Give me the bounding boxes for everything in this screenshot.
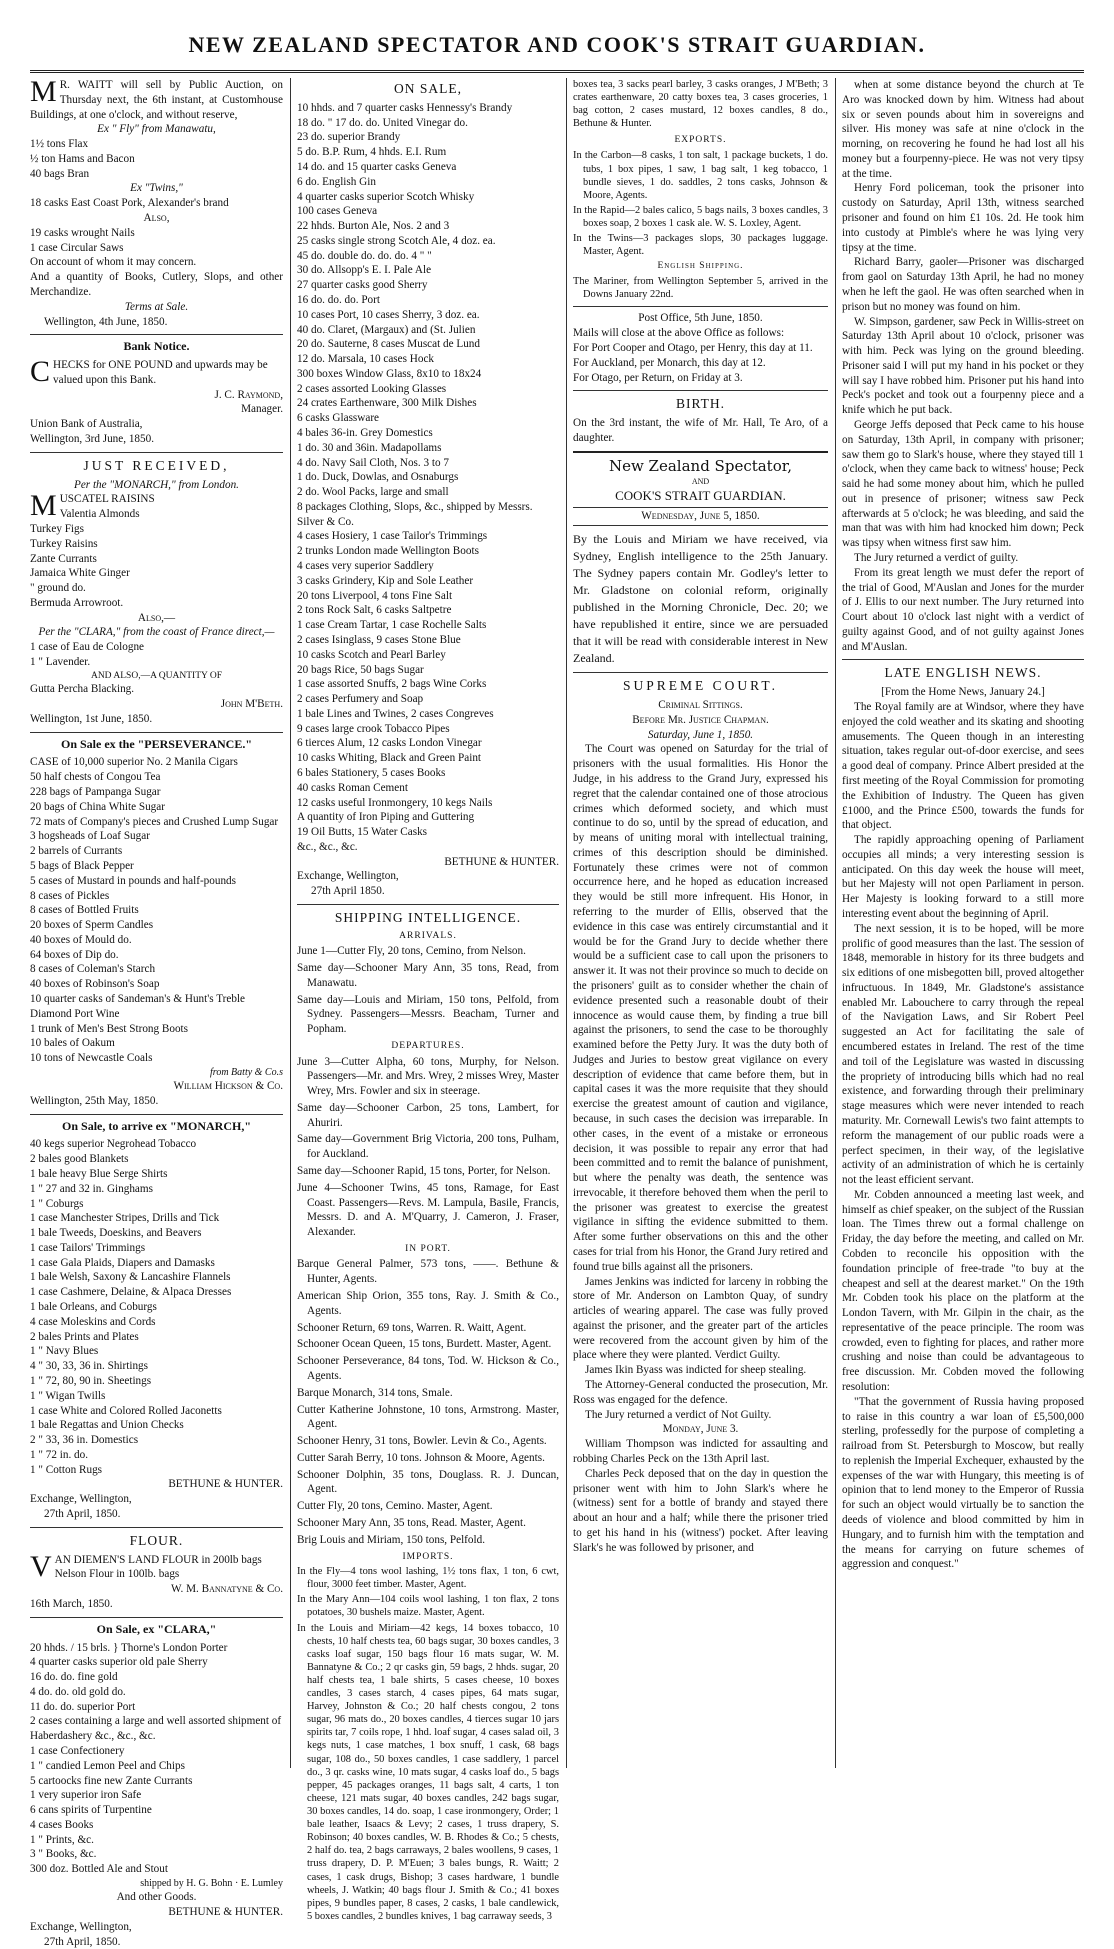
list-item: 18 do. " 17 do. do. United Vinegar do. [297,116,468,129]
list-item: 1 case Cashmere, Delaine, & Alpaca Dresses [30,1286,232,1299]
received-sub: Per the "MONARCH," from London. [74,478,239,491]
list-item: 2 tons Rock Salt, 6 casks Saltpetre [297,604,452,617]
list-item: 19 casks wrought Nails [30,226,135,239]
list-item: 1 case Tailors' Trimmings [30,1241,146,1254]
list-item: 1 very superior iron Safe [30,1789,142,1802]
list-item: 100 cases Geneva [297,205,378,218]
list-item: 4 cases Books [30,1818,94,1831]
bank-signer: J. C. Raymond, [214,388,283,401]
received-items [30,492,283,610]
list-item: Brig Louis and Miriam, 150 tons, Pelfold. [297,1533,486,1546]
twins-items [30,196,283,211]
monarch-signer: BETHUNE & HUNTER. [168,1478,283,1491]
list-item: 1 " Navy Blues [30,1345,99,1358]
paragraph: The Jury returned a verdict of Not Guilty. [585,1408,772,1421]
list-item: 10 bales of Oakum [30,1037,115,1050]
list-item: 16 do. do. do. Port [297,293,380,306]
received-clara: Per the "CLARA," from the coast of France direct,— [38,626,275,639]
list-item: 5 cases of Mustard in pounds and half-pounds [30,874,237,887]
list-item: Same day—Government Brig Victoria, 200 tons, Pulham, for Auckland. [297,1133,559,1161]
list-item: 8 packages Clothing, Slops, &c., shipped by Messrs. Silver & Co. [297,500,533,528]
list-item: 9 cases large crook Tobacco Pipes [297,722,450,735]
birth-heading: BIRTH. [675,396,726,412]
list-item: 6 casks Glassware [297,412,380,425]
exports-label: EXPORTS. [674,135,727,146]
list-item: 1 case Gala Plaids, Diapers and Damasks [30,1256,215,1269]
received-also: Also,— [137,611,176,624]
flour-text2: Nelson Flour in 100lb. bags [54,1568,180,1581]
list-item: 14 do. and 15 quarter casks Geneva [297,160,457,173]
flour-signer: W. M. Bannatyne & Co. [170,1583,283,1596]
list-item: 20 tons Liverpool, 4 tons Fine Salt [297,589,453,602]
list-item: Barque General Palmer, 573 tons, ——. Bethune & Hunter, Agents. [297,1258,559,1286]
court-cont-paras [842,78,1084,654]
list-item: In the Fly—4 tons wool lashing, 1½ tons flax, 1 ton, 6 cwt, flour, 3000 feet timber. Master, Agent. [297,1566,559,1591]
court-paras [573,742,828,1422]
post-office-notice [573,311,828,385]
list-item: 1 bale heavy Blue Serge Shirts [30,1168,168,1181]
terms-line: Terms at Sale. [124,300,189,313]
list-item: 40 do. Claret, (Margaux) and (St. Julien [297,323,476,336]
list-item: Schooner Mary Ann, 35 tons, Read. Master, Agent. [297,1516,526,1529]
received-heading: JUST RECEIVED, [83,457,230,473]
list-item: Schooner Dolphin, 35 tons, Douglass. R. J. Duncan, Agent. [297,1468,559,1496]
list-item: " ground do. [30,582,86,595]
list-item: 1 case Cream Tartar, 1 case Rochelle Salts [297,619,487,632]
also-line: Also, [143,212,170,225]
exports-list [573,149,828,258]
list-item: 300 boxes Window Glass, 8x10 to 18x24 [297,367,482,380]
supreme-court-report [573,677,828,1555]
fly-items [30,137,283,181]
list-item: 2 barrels of Currants [30,845,123,858]
list-item: 5 bags of Black Pepper [30,859,134,872]
list-item: 4 cases very superior Saddlery [297,560,434,573]
imports-label: IMPORTS. [402,1551,454,1562]
list-item: 228 bags of Pampanga Sugar [30,786,161,799]
clara-sale-signer: BETHUNE & HUNTER. [168,1906,283,1918]
list-item: 1 bale Tweeds, Doeskins, and Beavers [30,1227,202,1240]
list-item: 1 " candied Lemon Peel and Chips [30,1759,185,1772]
flour-text: AN DIEMEN'S LAND FLOUR in 200lb bags [54,1553,262,1566]
list-item: Cutter Sarah Berry, 10 tons. Johnson & Moore, Agents. [297,1451,545,1464]
list-item: 1 " Prints, &c. [30,1833,94,1846]
bank-notice: Bank Notice. CHECKS for ONE POUND and upwards may be valued upon this Bank. J. C. Raymond, Manager. Union Bank of Australia, Wellington, 3rd June, 1850. [30,339,283,446]
shipping-intelligence [297,909,559,1923]
shipping-heading: SHIPPING INTELLIGENCE. [334,910,522,925]
arrivals-list [297,944,559,1037]
list-item: 40 bags Bran [30,167,90,180]
list-item: 5 do. B.P. Rum, 4 hhds. E.I. Rum [297,146,447,159]
court-monday: Monday, June 3. [662,1423,739,1436]
on-sale-items [297,101,559,855]
masthead-title: NEW ZEALAND SPECTATOR AND COOK'S STRAIT GUARDIAN. [188,32,926,57]
list-item: 2 cases Perfumery and Soap [297,693,424,706]
list-item: 4 bales 36-in. Grey Domestics [297,427,433,439]
column-2 [297,78,559,1922]
list-item: 2 cases Isinglass, 9 cases Stone Blue [297,633,461,646]
list-item: 4 case Moleskins and Cords [30,1315,156,1328]
paragraph: Henry Ford policeman, took the prisoner into custody on Saturday, April 13th, witness searched prisoner and found on him £1 10s. 2d. He took him into custody at Pimble's where he was lying very tipsy at the time. [842,182,1084,254]
inport-list [297,1257,559,1547]
court-sub2: Before Mr. Justice Chapman. [632,713,769,726]
porter-brls: 15 brls. [76,1641,111,1654]
list-item: 1 do. 30 and 36in. Madapollams [297,441,442,454]
clara-sale-date: 27th April, 1850. [44,1935,121,1948]
list-item: 10 hhds. and 7 quarter casks Hennessy's Brandy [297,101,513,114]
flour-ad: FLOUR. VAN DIEMEN'S LAND FLOUR in 200lb bags Nelson Flour in 100lb. bags W. M. Bannatyne & Co. 16th March, 1850. [30,1532,283,1610]
monarch-date: 27th April, 1850. [44,1507,121,1520]
paragraph: William Thompson was indicted for assaulting and robbing Charles Peck on the 13th April last. [573,1438,828,1465]
ex-fly-line: Ex " Fly" from Manawatu, [97,123,216,136]
list-item: 64 boxes of Dip do. [30,948,119,961]
paragraph: The Attorney-General conducted the prosecution, Mr. Ross was engaged for the defence. [573,1379,828,1406]
list-item: 10 casks Scotch and Pearl Barley [297,648,446,661]
list-item: Schooner Henry, 31 tons, Bowler. Levin & Co., Agents. [297,1435,547,1448]
list-item: 27 quarter casks good Sherry [297,279,428,292]
perseverance-heading: On Sale ex the "PERSEVERANCE." [60,736,252,751]
list-item: 40 kegs superior Negrohead Tobacco [30,1138,197,1151]
on-sale-signer: BETHUNE & HUNTER. [444,855,559,868]
monarch-items [30,1137,283,1477]
list-item: Mails will close at the above Office as follows: [573,327,785,340]
paragraph: W. Simpson, gardener, saw Peck in Willis-street on Saturday 13th April about 10 o'clock, prisoner was with him. Peck was lying on the ground bleeding. Prisoner said I will put my hand in his pocket or they will say I have robbed him. Prisoner put his hand into Peck's pocket and took out a fourpenny piece and a knife which he put back. [842,315,1084,417]
list-item: 1 " Coburgs [30,1197,84,1210]
list-item: 20 bags Rice, 50 bags Sugar [297,663,424,676]
birth-text: On the 3rd instant, the wife of Mr. Hall, Te Aro, of a daughter. [573,417,828,444]
masthead [30,18,1084,73]
list-item: 6 do. English Gin [297,175,376,188]
paragraph: The next session, it is to be hoped, will be more prolific of good measures than the last. The session of 1848, memorable in history for its three budgets and six editions of one misbegotten bill, proved altogether infructuous. In 1849, Mr. Gladstone's assistance enabled Mr. Labouchere to carry through the repeal of the Navigation Laws, and Sir Robert Peel suggested an Act for facilitating the sale of encumbered estates in Ireland. The rest of the time and toil of the Legislature was wasted in discussing the propriety of introducing bills which had no real existence, and forwarding through their preliminary stage measures which were never intended to reach maturity. Mr. Cornewall Lewis's two faint attempts to reform the management of our public roads were a perfect specimen, in their way, of the legislative activity of an administration of which he is certainly not the least efficient servant. [842,922,1084,1187]
list-item: 4 quarter casks superior old pale Sherry [30,1656,208,1669]
list-item: 20 boxes of Sperm Candles [30,919,154,932]
paper-nameplate [573,457,828,526]
perseverance-brace: from Batty & Co.s [210,1066,283,1078]
list-item: Jamaica White Ginger [30,567,130,580]
list-item: On account of whom it may concern. [30,256,197,269]
list-item: 30 do. Allsopp's E. I. Pale Ale [297,264,432,277]
list-item: 1 bale Welsh, Saxony & Lancashire Flannels [30,1271,231,1284]
list-item: ½ ton Hams and Bacon [30,152,135,165]
list-item: 12 casks useful Ironmongery, 10 kegs Nails [297,796,493,809]
inport-label: IN PORT. [405,1243,451,1254]
late-news-paras [842,700,1084,1572]
clara-sale-heading: On Sale, ex "CLARA," [96,1621,217,1636]
list-item: 1 case assorted Snuffs, 2 bags Wine Corks [297,678,487,691]
late-english-news [842,664,1084,1572]
list-item: 3 hogsheads of Loaf Sugar [30,830,150,843]
list-item: 1 bale Lines and Twines, 2 cases Congreves [297,707,494,720]
nameplate-and: AND [691,476,710,486]
on-sale-ad [297,80,559,899]
departures-label: DEPARTURES. [391,1041,465,1052]
court-continued [842,78,1084,654]
list-item: 11 do. do. superior Port [30,1700,136,1713]
court-sub3: Saturday, June 1, 1850. [647,728,754,741]
list-item: 1 case Manchester Stripes, Drills and Tick [30,1212,220,1225]
list-item: 8 cases of Coleman's Starch [30,963,156,976]
other-goods: And other Goods. [116,1891,197,1904]
monarch-heading: On Sale, to arrive ex "MONARCH," [62,1118,251,1133]
list-item: 72 mats of Company's pieces and Crushed Lump Sugar [30,815,279,828]
list-item: 2 cases containing a large and well assorted shipment of Haberdashery &c., &c., &c. [30,1715,282,1743]
column-rule [566,78,567,1768]
late-news-source: [From the Home News, January 24.] [881,686,1045,699]
list-item: Turkey Figs [30,522,84,535]
list-item: 2 cases assorted Looking Glasses [297,382,447,395]
list-item: For Otago, per Return, on Friday at 3. [573,371,743,384]
list-item: 1½ tons Flax [30,138,89,151]
list-item: 300 doz. Bottled Ale and Stout [30,1863,168,1876]
arrivals-label: ARRIVALS. [399,930,457,941]
list-item: For Auckland, per Monarch, this day at 12. [573,356,766,369]
list-item: 18 casks East Coast Pork, Alexander's brand [30,197,229,210]
list-item: In the Carbon—8 casks, 1 ton salt, 1 package buckets, 1 do. tubs, 1 box pipes, 1 saw, 1 bag salt, 1 keg tobacco, 1 bundle sieves, 1 do. saddles, 2 tons casks, Johnson & Moore, Agents. [573,150,828,201]
paragraph: The Royal family are at Windsor, where they have enjoyed the cold weather and its skating and shooting amusements. The Queen though in an interesting situation, takes regular out-of-door exercise, and sees a good deal of company. Prince Albert presided at the first meeting of the Royal Commission for promoting the Exhibition of Industry. The Queen has given £1000, and the Prince £500, towards the funds for that object. [842,701,1084,832]
list-item: 1 case Confectionery [30,1745,125,1757]
bank-date: Wellington, 3rd June, 1850. [30,433,155,446]
brace-lumley: E. Lumley [240,1878,283,1890]
list-item: 50 half chests of Congou Tea [30,771,161,784]
court-heading: SUPREME COURT. [623,678,778,694]
exports [573,135,828,301]
list-item: 20 bags of China White Sugar [30,800,165,813]
list-item: 4 cases Hosiery, 1 case Tailor's Trimmings [297,530,488,543]
list-item: 19 Oil Butts, 15 Water Casks [297,826,428,839]
list-item: Schooner Perseverance, 84 tons, Tod. W. Hickson & Co., Agents. [297,1355,559,1382]
clara-sale-place: Exchange, Wellington, [30,1920,132,1933]
just-received-ad: JUST RECEIVED, Per the "MONARCH," from London. M USCATEL RAISINS Valentia Almonds Turkey Figs Turkey Raisins Zante Currants Jamaica White Ginger " ground do. Bermuda Arrowroot. Also,— Per the "CLARA," from the coast of France direct,— 1 case of Eau de Cologne 1 " Lavender. AND ALSO,—A QUANTITY OF Gutta Percha Blacking. John M'Beth. Wellington, 1st June, 1850. [30,457,283,725]
received-signer: John M'Beth. [220,698,283,711]
nameplate-date: Wednesday, June 5, 1850. [573,507,828,526]
paragraph: The rapidly approaching opening of Parliament occupies all minds; a very interesting session is anticipated. On this day week the house will meet, but her Majesty will not open Parliament in person. Her Majesty is looking forward to a still more interesting event about the beginning of April. [842,834,1084,920]
list-item: American Ship Orion, 355 tons, Ray. J. Smith & Co., Agents. [297,1290,559,1317]
court-sub1: Criminal Sittings. [658,699,743,712]
list-item: 8 cases of Pickles [30,889,110,902]
perseverance-ad [30,737,283,1109]
list-item: 8 cases of Bottled Fruits [30,904,139,917]
monarch-place: Exchange, Wellington, [30,1493,132,1506]
list-item: 1 " Wigan Twills [30,1389,106,1402]
on-sale-place: Exchange, Wellington, [297,870,399,883]
porter-label: Thorne's London Porter [120,1641,228,1654]
list-item: Barque Monarch, 314 tons, Smale. [297,1386,453,1399]
list-item: 1 do. Duck, Dowlas, and Osnaburgs [297,471,459,484]
list-item: Cutter Katherine Johnstone, 10 tons, Armstrong. Master, Agent. [297,1403,559,1431]
post-lines [573,326,828,385]
list-item: 22 hhds. Burton Ale, Nos. 2 and 3 [297,220,450,233]
list-item: 40 boxes of Robinson's Soap [30,978,160,991]
list-item: In the Mary Ann—104 coils wool lashing, 1 ton flax, 2 tons potatoes, 30 bushels maize. Master, Agent. [297,1594,559,1619]
english-shipping-text: The Mariner, from Wellington September 5, arrived in the Downs January 22nd. [573,276,828,301]
list-item: Same day—Schooner Rapid, 15 tons, Porter, for Nelson. [297,1165,551,1178]
imports-continued [573,78,828,130]
paragraph: The Jury returned a verdict of guilty. [854,552,1019,564]
list-item: 1 " 27 and 32 in. Ginghams [30,1182,153,1195]
list-item: 6 cans spirits of Turpentine [30,1804,152,1817]
perseverance-signer: William Hickson & Co. [173,1080,283,1093]
list-item: 2 bales Prints and Plates [30,1330,139,1343]
also-items [30,226,283,300]
list-item: 1 " Cotton Rugs [30,1463,103,1476]
list-item: Valentia Almonds [59,508,140,521]
monarch-ad [30,1119,283,1522]
list-item: 2 bales good Blankets [30,1153,129,1166]
paragraph: James Jenkins was indicted for larceny in robbing the store of Mr. Anderson on Lambton Quay, of sundry articles of wearing apparel. The case was fully proved against the prisoner, and the greater part of the articles were recovered from the account given by him of the place where they were planted. Verdict Guilty. [573,1275,828,1362]
list-item: 40 casks Roman Cement [297,781,408,794]
column-3 [573,78,828,1768]
list-item: USCATEL RAISINS [59,493,155,506]
paragraph: "That the government of Russia having proposed to raise in this country a war loan of £5,500,000 sterling, professedly for the purpose of completing a railroad from St. Petersburgh to Moscow, but really to replenish the Imperial Exchequer, exhausted by the expenses of the war with Hungary, this meeting is of opinion that to lend money to the Emperor of Russia for such an object would virtually be to sanction the deeds of violence and blood committed by him in Hungary, and to furnish him with the temptation and the means for carrying on future schemes of aggression and conquest." [842,1395,1084,1571]
list-item: In the Rapid—2 bales calico, 5 bags nails, 3 boxes candles, 3 boxes soap, 2 boxes 1 cask ale. W. S. Loxley, Agent. [573,204,828,229]
lead-text: By the Louis and Miriam we have received, via Sydney, English intelligence to the 25th January. The Sydney papers contain Mr. Godley's letter to Mr. Gladstone on colonial reform, originally published in the Morning Chronicle, Dec. 20; we have republished it entire, since we are persuaded that it will be read with considerable interest in New Zealand. [573,532,828,666]
waitt-date: Wellington, 4th June, 1850. [44,315,168,328]
list-item: 1 case Circular Saws [30,241,124,254]
list-item: June 1—Cutter Fly, 20 tons, Cemino, from Nelson. [297,945,526,958]
paragraph: James Ikin Byass was indicted for sheep stealing. [585,1364,807,1377]
list-item: Same day—Louis and Miriam, 150 tons, Pelfold, from Sydney. Passengers—Messrs. Beacham, Turner and Popham. [297,993,559,1036]
list-item: 1 " Lavender. [30,655,91,668]
paragraph: Richard Barry, gaoler—Prisoner was discharged from gaol on Saturday 13th April, he had no money when he left the gaol. He was often searched when in prison but no money was found on him. [842,256,1084,313]
list-item: 4 quarter casks superior Scotch Whisky [297,190,475,203]
list-item: 1 case White and Colored Rolled Jaconetts [30,1404,222,1417]
imports-list [297,1565,559,1923]
list-item: 3 " Books, &c. [30,1848,97,1861]
column-1 [30,75,283,1948]
column-4 [842,78,1084,1768]
post-heading: Post Office, 5th June, 1850. [638,312,763,325]
clara-sale-items [30,1655,283,1877]
porter-hhds: 20 hhds. [30,1641,68,1654]
late-news-heading: LATE ENGLISH NEWS. [884,665,1042,681]
list-item: Cutter Fly, 20 tons, Cemino. Master, Agent. [297,1500,493,1513]
bank-place: Union Bank of Australia, [30,418,143,431]
list-item: 10 quarter casks of Sandeman's & Hunt's Treble Diamond Port Wine [30,992,246,1020]
list-item: For Port Cooper and Otago, per Henry, this day at 11. [573,342,813,355]
paragraph: when at some distance beyond the church at Te Aro was knocked down by him. Witness had about six or seven pounds about him in sovereigns and silver. His money was safe at nine o'clock in the morning, on recovering he found he had lost all his money but a fourpenny-piece. He was not very tipsy at the time. [842,79,1084,180]
court-paras2 [573,1437,828,1555]
english-shipping-label: English Shipping. [657,261,744,272]
list-item: 40 boxes of Mould do. [30,933,132,946]
waitt-auction-ad: M R. WAITT will sell by Public Auction, on Thursday next, the 6th instant, at Customhouse Buildings, at one o'clock, and without reserve, Ex " Fly" from Manawatu, 1½ tons Flax ½ ton Hams and Bacon 40 bags Bran Ex "Twins," 18 casks East Coast Pork, Alexander's brand Also, 19 casks wrought Nails 1 case Circular Saws On account of whom it may concern. And a quantity of Books, Cutlery, Slops, and other Merchandize. Terms at Sale. Wellington, 4th June, 1850. [30,75,283,328]
departures-list [297,1055,559,1240]
paragraph: George Jeffs deposed that Peck came to his house on Saturday, 13th April, in company with prisoner; saw them go to Slark's house, where they stayed till 1 o'clock, when they came back to witness' house; Peck said he had some money about him, which he pulled out in presence of prisoner; witness saw Peck afterwards at 5 o'clock; he was bleeding, and said the man that was with him had knocked him down; Peck was tipsy when witness first saw him. [842,418,1084,550]
list-item: 25 casks single strong Scotch Ale, 4 doz. ea. [297,234,496,247]
list-item: A quantity of Iron Piping and Guttering [297,811,475,824]
flour-date: 16th March, 1850. [30,1597,113,1610]
list-item: In the Louis and Miriam—42 kegs, 14 boxes tobacco, 10 chests, 10 half chests tea, 60 bags sugar, 30 boxes candles, 3 casks loaf sugar, 150 bags flour 16 mats sugar, W. M. Bannatyne & Co.; 2 qr casks gin, 59 bags, 2 hhds. sugar, 20 half chests tea, 1 bale shirts, 5 cases cheese, 10 boxes candles, 3 cases starch, 4 cases pipes, 64 mats sugar, Harvey, Johnston & Co.; 20 half chests congou, 2 tons sugar, 96 mats do., 20 boxes candles, 4 tierces sugar 10 jars spirits tar, 7 coils rope, 1 hhd. loaf sugar, 4 cases salad oil, 3 kegs nuts, 1 case matches, 1 box snuff, 1 cask, 68 bags sugar, 108 do., 50 boxes candles, 1 case saddlery, 1 parcel do., 3 qr. casks wine, 10 mats sugar, 4 casks loaf do., 5 bags pepper, 45 packages oranges, 11 bags salt, 4 carts, 1 ton cheese, 121 mats sugar, 40 boxes candles, 242 bags sugar, 30 boxes candles, 14 do. soap, 1 case ironmongery, Order; 1 bale leather, Isaacs & Levy; 2 cases, 1 truss drapery, S. Robinson; 40 boxes candles, W. B. Rhodes & Co.; 5 chests, 2 half do. tea, 2 bags carraways, 2 bales woollens, 9 cases, 1 truss drapery, D. P. M'Euen; 3 bales bungs, R. Waitt; 2 cases, 1 cask drugs, Bishop; 3 cases hardware, 1 bundle wheels, J. Watkin; 40 bags flour J. Smith & Co.; 41 boxes pipes, 9 bundles paper, 8 cases, 2 casks, 1 bale candlewick, 5 boxes candles, 2 bundles knives, 1 bag carraway seeds, 3 [297,1622,559,1922]
list-item: 4 do. Navy Sail Cloth, Nos. 3 to 7 [297,456,449,469]
list-item: 2 trunks London made Wellington Boots [297,545,479,558]
list-item: 2 " 33, 36 in. Domestics [30,1434,139,1447]
flour-heading: FLOUR. [129,1532,184,1548]
list-item: 1 bale Orleans, and Coburgs [30,1301,157,1314]
list-item: Same day—Schooner Mary Ann, 35 tons, Read, from Manawatu. [297,962,559,989]
list-item: Schooner Return, 69 tons, Warren. R. Waitt, Agent. [297,1321,527,1334]
list-item: 4 do. do. old gold do. [30,1685,126,1698]
ex-twins-line: Ex "Twins," [130,182,183,195]
bank-heading: Bank Notice. [123,339,190,354]
column-rule [290,78,291,1768]
imports-cont-text: boxes tea, 3 sacks pearl barley, 3 casks oranges, J M'Beth; 3 crates earthenware, 20 catty boxes tea, 3 cases groceries, 1 bag cotton, 2 cases mustard, 12 boxes candles, 8 do., Bethune & Hunter. [573,79,828,130]
received-date: Wellington, 1st June, 1850. [30,712,153,725]
waitt-intro: R. WAITT will sell by Public Auction, on Thursday next, the 6th instant, at Customhouse Buildings, at one o'clock, and without reserve, [30,79,283,121]
clara-items [30,640,283,670]
list-item: 12 do. Marsala, 10 cases Hock [297,353,435,366]
birth-notice [573,395,828,445]
list-item: 16 do. do. fine gold [30,1671,118,1684]
list-item: 20 do. Sauterne, 8 cases Muscat de Lund [297,338,480,351]
list-item: And a quantity of Books, Cutlery, Slops, and other Merchandize. [30,271,283,298]
paragraph: From its great length we must defer the report of the trial of Good, M'Auslan and Jones for the murder of J. Ellis to our next number. The Jury returned into Court about 10 o'clock last night with a verdict of guilty against Good, and of not guilty against Jones and M'Auslan. [842,566,1084,653]
lead-article [573,531,828,667]
list-item: CASE of 10,000 superior No. 2 Manila Cigars [30,756,238,769]
paragraph: Charles Peck deposed that on the day in question the prisoner went with him to John Slark's where he (witness) sent for a bottle of brandy and stayed there about an hour and a half; while there the prisoner tried to get his hand in his (witness') pocket. After leaving Slark's he was followed by prisoner, and [573,1467,828,1554]
list-item: In the Twins—3 packages slops, 30 packages luggage. Master, Agent. [573,233,828,258]
list-item: 6 bales Stationery, 5 cases Books [297,766,446,779]
and-also: AND ALSO,—A QUANTITY OF [90,670,223,681]
list-item: 4 " 30, 33, 36 in. Shirtings [30,1360,149,1373]
nameplate-title: New Zealand Spectator, [608,456,793,475]
list-item: Turkey Raisins [30,537,98,550]
list-item: 1 case of Eau de Cologne [30,641,145,654]
list-item: 24 crates Earthenware, 300 Milk Dishes [297,397,477,410]
perseverance-date: Wellington, 25th May, 1850. [30,1094,159,1107]
list-item: &c., &c., &c. [297,840,358,853]
list-item: 1 " 72, 80, 90 in. Sheetings [30,1374,152,1387]
list-item: 6 tierces Alum, 12 casks London Vinegar [297,737,482,750]
paragraph: Mr. Cobden announced a meeting last week, and himself as chief speaker, on the subject of the Russian loan. The Times threw out a formal challenge on Friday, the day before the meeting, and called on Mr. Cobden to reconcile his opposition with the foundation principle of free-trade "to buy at the cheapest and sell at the dearest market." On the 19th Mr. Cobden took his place on the platform at the London Tavern, with Mr. Gilpin in the chair, as the representative of the peace principle. The room was crowded, even to fighting for places, and rather more crushing and noise than could be advantageous to free discussion. Mr. Cobden moved the following resolution: [842,1188,1084,1393]
list-item: Bermuda Arrowroot. [30,596,124,609]
list-item: 10 casks Whiting, Black and Green Paint [297,752,482,765]
brace-bohn: shipped by H. G. Bohn [140,1878,233,1890]
list-item: June 3—Cutter Alpha, 60 tons, Murphy, for Nelson. Passengers—Mr. and Mrs. Wrey, 2 misses Wrey, Master Wrey, Mrs. Fowler and six in steerage. [297,1055,559,1098]
paragraph: The Court was opened on Saturday for the trial of prisoners with the usual formalities. His Honor the Judge, in his address to the Grand Jury, expressed his regret that the calendar contained one of those atrocious crimes which deformed society, and which must continue to do so, until by the spread of education, and by means of uniting moral with intellectual training, crimes of this description should be diminished. Fortunately these crimes were not of common occurrence here, and he hoped as education increased they would be still more infrequent. His Honor, in referring to the murder of Ellis, observed that the evidence in this case was entirely circumstantial and it would be for the Grand Jury to decide whether there would be a sufficient case to call upon the prisoners to answer it. It was not their province so much to decide on the prisoners' guilt as to consider whether the chain of evidence presented such a reasonable doubt of their innocence as would cause them, by finding a true bill against the prisoners, to send the case to be thoroughly examined before the Petty Jury. It was the duty both of Judges and Juries to bestow great vigilance on every description of evidence that came before them, but in capital cases it was the more requisite that they should exercise the greatest amount of caution and vigilance, because, in such cases the decision was irreparable. In other cases, in the event of a mistake or erroneous decision, it was possible to repair any error that had been committed and to remit the balance of punishment, but where the penalty was death, the sentence was irrevocable, it therefore behoved them when the peril to the prisoner was greatest to exercise the greatest vigilance in sifting the evidence submitted to them. After some further observations on this and the other cases for trial from his Honor, the Grand Jury retired and found true bills against all the prisoners. [573,743,828,1273]
gutta-line: Gutta Percha Blacking. [30,683,135,696]
list-item: Schooner Ocean Queen, 15 tons, Burdett. Master, Agent. [297,1338,552,1351]
list-item: 1 bale Regattas and Union Checks [30,1419,184,1432]
list-item: 2 do. Wool Packs, large and small [297,486,449,499]
nameplate-title2: COOK'S STRAIT GUARDIAN. [615,488,786,504]
list-item: 45 do. double do. do. do. 4 " " [297,249,432,262]
column-rule [835,78,836,1768]
bank-title: Manager. [241,403,283,416]
on-sale-heading: ON SALE, [394,81,462,96]
list-item: 1 " 72 in. do. [30,1448,89,1461]
list-item: 10 cases Port, 10 cases Sherry, 3 doz. ea. [297,308,480,321]
clara-sale-ad: On Sale, ex "CLARA," 20 hhds. / 15 brls. } Thorne's London Porter 4 quarter casks superior old pale Sherry 16 do. do. fine gold 4 do. do. old gold do. 11 do. do. superior Port 2 cases containing a large and well assorted shipment of Haberdashery &c., &c., &c. 1 case Confectionery 1 " candied Lemon Peel and Chips 5 cartoocks fine new Zante Currants 1 very superior iron Safe 6 cans spirits of Turpentine 4 cases Books 1 " Prints, &c. 3 " Books, &c. 300 doz. Bottled Ale and Stout shipped by H. G. Bohn · E. Lumley And other Goods. BETHUNE & HUNTER. Exchange, Wellington, 27th April, 1850. [30,1621,283,1948]
list-item: Zante Currants [30,552,97,565]
list-item: Same day—Schooner Carbon, 25 tons, Lambert, for Ahuriri. [297,1101,559,1129]
list-item: 3 casks Grindery, Kip and Sole Leather [297,574,474,587]
list-item: 23 do. superior Brandy [297,131,401,144]
on-sale-date: 27th April 1850. [311,885,385,898]
list-item: 1 trunk of Men's Best Strong Boots [30,1022,189,1035]
list-item: June 4—Schooner Twins, 45 tons, Ramage, for East Coast. Passengers—Revs. M. Lampula, Basile, Francis, Messrs. D. and A. M'Quarry, J. Cameron, J. Fraser, Alexander. [297,1181,559,1239]
bank-text: HECKS for ONE POUND and upwards may be valued upon this Bank. [53,359,268,386]
list-item: 10 tons of Newcastle Coals [30,1052,153,1065]
perseverance-items [30,755,283,1065]
list-item: 5 cartoocks fine new Zante Currants [30,1774,193,1787]
